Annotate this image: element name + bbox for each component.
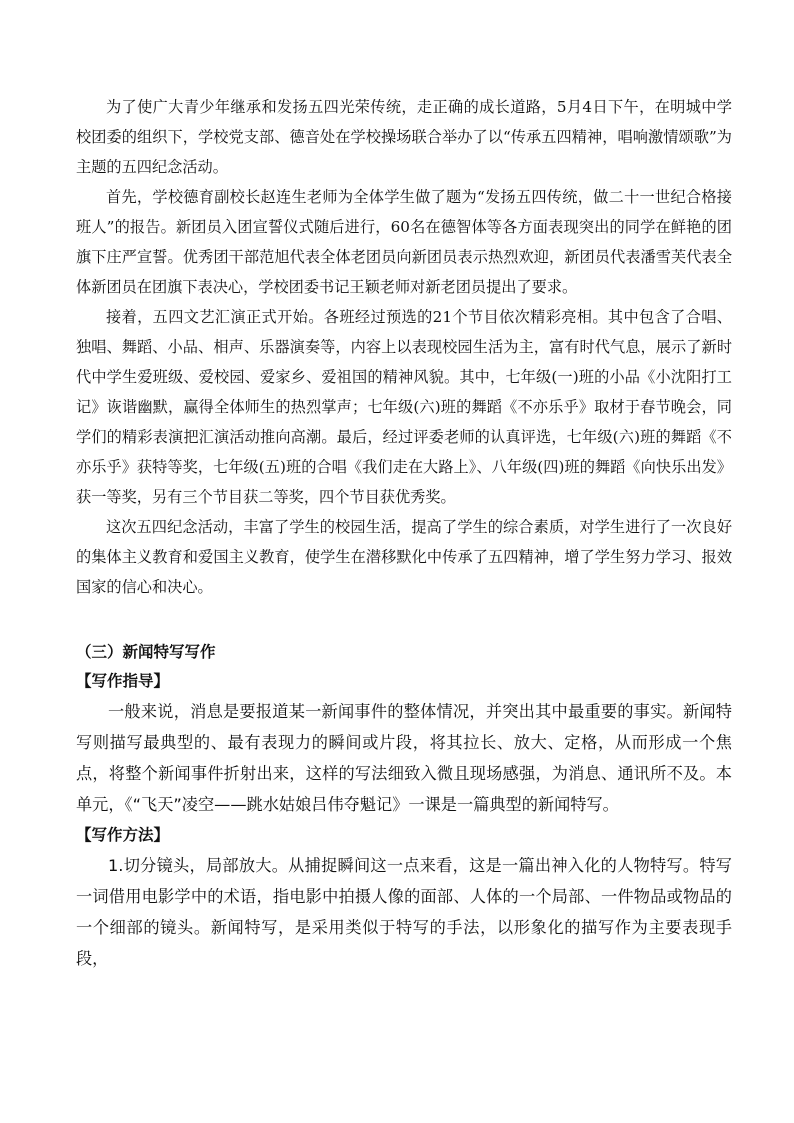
section-heading: （三）新闻特写写作 bbox=[76, 643, 216, 661]
guide-paragraph: 一般来说，消息是要报道某一新闻事件的整体情况，并突出其中最重要的事实。新闻特写则描写最典型的、最有表现力的瞬间或片段，将其拉长、放大、定格，从而形成一个焦点，将整个新闻事件折射出来，这样的写法细致入微且现场感强，为消息、通讯所不及。本单元，《“飞天”凌空——跳水姑娘吕伟夺魁记》一课是一篇典型的新闻特写。 bbox=[76, 702, 732, 814]
news-paragraph-1: 为了使广大青少年继承和发扬五四光荣传统，走正确的成长道路，5月4日下午，在明城中学校团委的组织下，学校党支部、德音处在学校操场联合举办了以“传承五四精神，唱响激情颂歌”为主题的五四纪念活动。 bbox=[76, 98, 732, 176]
document-body bbox=[76, 92, 732, 974]
news-paragraph-4: 这次五四纪念活动，丰富了学生的校园生活，提高了学生的综合素质，对学生进行了一次良好的集体主义教育和爱国主义教育，使学生在潜移默化中传承了五四精神，增了学生努力学习、报效国家的信心和决心。 bbox=[76, 518, 732, 596]
news-paragraph-2: 首先，学校德育副校长赵连生老师为全体学生做了题为“发扬五四传统，做二十一世纪合格接班人”的报告。新团员入团宣誓仪式随后进行，60名在德智体等各方面表现突出的同学在鲜艳的团旗下庄严宣誓。优秀团干部范旭代表全体老团员向新团员表示热烈欢迎，新团员代表潘雪芙代表全体新团员在团旗下表决心，学校团委书记王颖老师对新老团员提出了要求。 bbox=[76, 188, 732, 296]
method-heading: 【写作方法】 bbox=[76, 826, 170, 844]
guide-heading: 【写作指导】 bbox=[76, 672, 170, 690]
news-paragraph-3: 接着，五四文艺汇演正式开始。各班经过预选的21个节目依次精彩亮相。其中包含了合唱、独唱、舞蹈、小品、相声、乐器演奏等，内容上以表现校园生活为主，富有时代气息，展示了新时代中学生爱班级、爱校园、爱家乡、爱祖国的精神风貌。其中，七年级(一)班的小品《小沈阳打工记》诙谐幽默，赢得全体师生的热烈掌声；七年级(六)班的舞蹈《不亦乐乎》取材于春节晚会，同学们的精彩表演把汇演活动推向高潮。最后，经过评委老师的认真评选，七年级(六)班的舞蹈《不亦乐乎》获特等奖，七年级(五)班的合唱《我们走在大路上》、八年级(四)班的舞蹈《向快乐出发》获一等奖，另有三个节目获二等奖，四个节目获优秀奖。 bbox=[76, 308, 732, 506]
method-paragraph: 1.切分镜头，局部放大。从捕捉瞬间这一点来看，这是一篇出神入化的人物特写。特写一词借用电影学中的术语，指电影中拍摄人像的面部、人体的一个局部、一件物品或物品的一个细部的镜头。新闻特写，是采用类似于特写的手法，以形象化的描写作为主要表现手段， bbox=[76, 856, 732, 968]
